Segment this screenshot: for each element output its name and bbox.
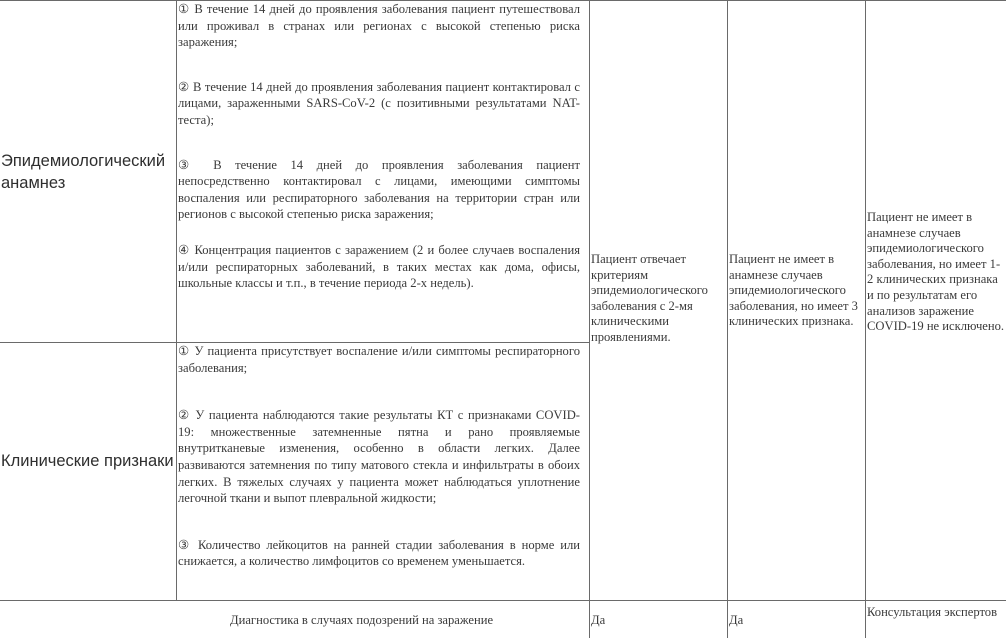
- footer-value-3: Консультация экспертов: [867, 605, 998, 619]
- column-divider: [176, 0, 177, 600]
- criteria-clinical: [178, 343, 580, 570]
- criteria-epidemiological: [178, 1, 580, 292]
- criterion-item: ① В течение 14 дней до проявления заболевания пациент путешествовал или проживал в странах или регионах с высокой степенью риска заражения;: [178, 2, 580, 50]
- footer-label: Диагностика в случаях подозрений на заражение: [230, 613, 494, 627]
- category-clinical: Клинические признаки: [1, 452, 174, 470]
- category-epidemiological: Эпидемиологический анамнез: [1, 152, 166, 192]
- criterion-item: ② У пациента наблюдаются такие результаты КТ с признаками COVID-19: множественные затемненные пятна и рано проявляемые внутритканевые изменения, особенно в области легких. Далее развиваются затемнения по типу матового стекла и инфильтраты в обоих легких. В тяжелых случаях у пациента может наблюдаться уплотнение легочной ткани и выпот плевральной жидкости;: [178, 408, 580, 506]
- criterion-item: ③ Количество лейкоцитов на ранней стадии заболевания в норме или снижается, а количество лимфоцитов со временем уменьшается.: [178, 537, 580, 569]
- criterion-item: ④ Концентрация пациентов с заражением (2 и более случаев воспаления и/или респираторных заболеваний, в таких местах как дома, офисы, школьные классы и т.п., в течение периода 2-х недель).: [178, 242, 580, 291]
- criterion-item: ③ В течение 14 дней до проявления заболевания пациент непосредственно контактировал с лицами, имеющими симптомы воспаления или респираторного заболевания на территории стран или регионов с высокой степенью риска заражения;: [178, 157, 580, 222]
- result-case-1: Пациент отвечает критериям эпидемиологического заболевания с 2-мя клиническими проявлениями.: [591, 252, 708, 344]
- criterion-item: ① У пациента присутствует воспаление и/или симптомы респираторного заболевания;: [178, 344, 580, 375]
- result-case-2: Пациент не имеет в анамнезе случаев эпидемиологического заболевания, но имеет 3 клинических признака.: [729, 252, 858, 329]
- footer-value-2: Да: [729, 613, 744, 627]
- result-case-3: Пациент не имеет в анамнезе случаев эпидемиологического заболевания, но имеет 1-2 клинических признака и по результатам его анализов заражение COVID-19 не исключено.: [867, 210, 1005, 334]
- footer-divider: [0, 600, 1006, 601]
- criterion-item: ② В течение 14 дней до проявления заболевания пациент контактировал с лицами, зараженными SARS-CoV-2 (с позитивными результатами NAT-теста);: [178, 79, 580, 127]
- footer-value-1: Да: [591, 613, 606, 627]
